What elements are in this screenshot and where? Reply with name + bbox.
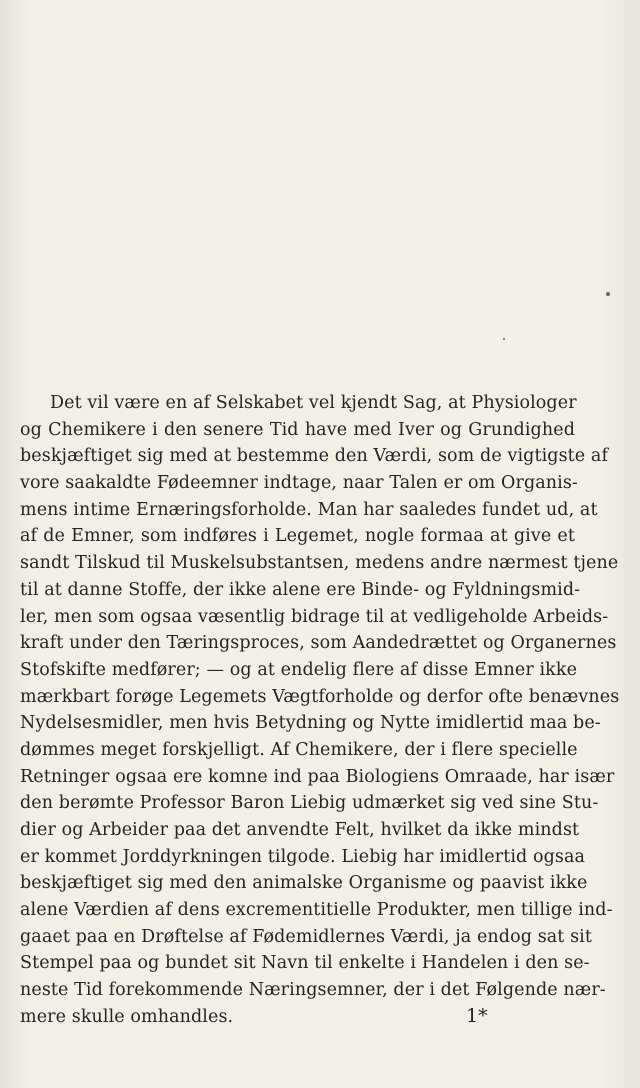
text-line: er kommet Jorddyrkningen tilgode. Liebig har imidlertid ogsaa <box>20 846 586 867</box>
text-line: til at danne Stoffe, der ikke alene ere Binde- og Fyldningsmid- <box>20 579 581 600</box>
paper-speck <box>606 292 610 296</box>
text-line: Stofskifte medfører; — og at endelig flere af disse Emner ikke <box>20 659 578 680</box>
text-line: af de Emner, som indføres i Legemet, nogle formaa at give et <box>20 526 575 547</box>
text-line: beskjæftiget sig med den animalske Organisme og paavist ikke <box>20 873 588 894</box>
text-line: mærkbart forøge Legemets Vægtforholde og derfor ofte benævnes <box>20 686 620 707</box>
text-line: dømmes meget forskjelligt. Af Chemikere, der i flere specielle <box>20 739 578 760</box>
text-line: Stempel paa og bundet sit Navn til enkelte i Handelen i den se- <box>20 953 590 974</box>
text-line: Nydelsesmidler, men hvis Betydning og Nytte imidlertid maa be- <box>20 713 601 734</box>
text-line: Retninger ogsaa ere komne ind paa Biologiens Omraade, har især <box>20 766 615 787</box>
text-line: kraft under den Tæringsproces, som Aandedrættet og Organernes <box>20 633 617 654</box>
signature-mark: 1* <box>466 1005 488 1027</box>
text-line: mens intime Ernæringsforholde. Man har saaledes fundet ud, at <box>20 499 598 520</box>
text-line: og Chemikere i den senere Tid have med Iver og Grundighed <box>20 419 575 440</box>
body-text <box>20 390 620 1031</box>
text-line: dier og Arbeider paa det anvendte Felt, hvilket da ikke mindst <box>20 820 580 840</box>
text-line: mere skulle omhandles. <box>20 1006 234 1027</box>
text-line: Det vil være en af Selskabet vel kjendt Sag, at Physiologer <box>50 393 577 413</box>
text-line: gaaet paa en Drøftelse af Fødemidlernes Værdi, ja endog sat sit <box>20 926 593 947</box>
text-line: alene Værdien af dens excrementitielle Produkter, men tillige ind- <box>20 900 613 921</box>
text-line: beskjæftiget sig med at bestemme den Værdi, som de vigtigste af <box>20 446 609 467</box>
paper-speck <box>503 338 505 340</box>
text-line: sandt Tilskud til Muskelsubstantsen, medens andre nærmest tjene <box>20 553 619 574</box>
text-line: vore saakaldte Fødeemner indtage, naar Talen er om Organis- <box>20 473 578 494</box>
text-line: den berømte Professor Baron Liebig udmærket sig ved sine Stu- <box>20 793 599 814</box>
text-line: neste Tid forekommende Næringsemner, der i det Følgende nær- <box>20 980 606 1001</box>
text-line: ler, men som ogsaa væsentlig bidrage til at vedligeholde Arbeids- <box>20 606 609 627</box>
